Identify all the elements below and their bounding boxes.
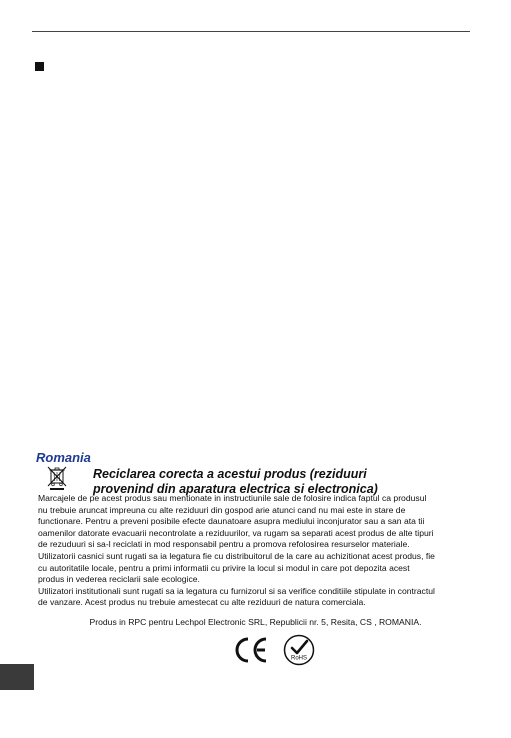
body-line: produs in vederea reciclarii sale ecologice. (38, 574, 200, 585)
page-edge-tab (0, 664, 34, 690)
body-line: functionare. Pentru a preveni posibile efecte daunatoare asupra mediului inconjurator sau a san ata tii (38, 516, 425, 527)
rohs-check-icon (283, 634, 315, 666)
heading-line-2: provenind din aparatura electrica si electronica) (93, 481, 378, 496)
producer-line: Produs in RPC pentru Lechpol Electronic SRL, Republicii nr. 5, Resita, CS , ROMANIA. (89, 617, 422, 627)
body-line: Marcajele de pe acest produs sau mentionate in instructiunile sale de folosire indica faptul ca produsul (38, 493, 427, 503)
body-line: Utilizatori institutionali sunt rugati sa ia legatura cu furnizorul si sa verifice conditiile stipulate in contractul (38, 585, 435, 596)
rohs-label: RoHS (290, 655, 308, 662)
section-heading (93, 467, 378, 496)
top-rule (32, 31, 470, 32)
body-line: Utilizatorii casnici sunt rugati sa ia legatura fie cu distribuitorul de la care au achizitionat acest produs, fie (38, 550, 435, 561)
ce-mark-icon (234, 636, 268, 664)
heading-line-1: Reciclarea corecta a acestui produs (reziduuri (93, 467, 367, 481)
body-line: de vanzare. Acest produs nu trebuie amestecat cu alte reziduuri de natura comerciala. (38, 597, 366, 608)
body-line: nu trebuie aruncat impreuna cu alte reziduuri din gospod arie atunci cand nu mai este in stare de (38, 504, 406, 515)
country-title: Romania (36, 450, 91, 465)
crossed-bin-icon (46, 465, 68, 491)
body-line: oamenilor datorate evacuarii necontrolate a reziduurilor, va rugam sa separati acest produs de alte tipuri (38, 527, 434, 538)
body-line: de rezuduuri si sa-l reciclati in mod responsabil pentru a promova refolosirea resurselor materiale. (38, 539, 410, 550)
square-bullet-icon (35, 62, 44, 71)
body-line: cu autoritatile locale, pentru a primi informatii cu privire la locul si modul in care pot depozita acest (38, 562, 410, 573)
body-text (38, 493, 478, 609)
